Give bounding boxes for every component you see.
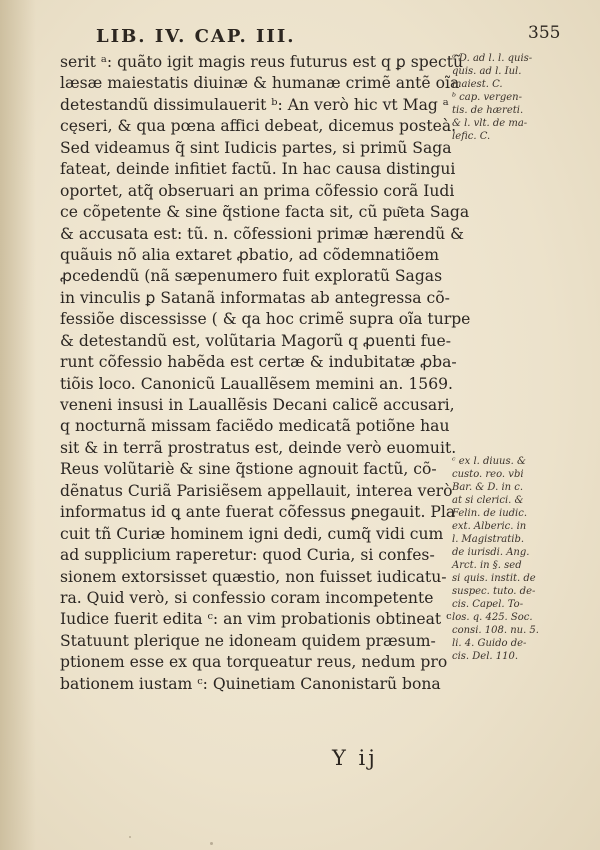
margin-note-line: maiest. C. [452,79,503,90]
text-line: informatus id ꝗ ante fuerat cõfessus ꝑnegauit. Pla [60,503,456,522]
text-line: sit & in terrã prostratus est, deinde verò euomuit. [60,438,457,457]
text-line: detestandũ dissimulauerit ᵇ: An verò hic vt Mag ᵃ [60,95,449,114]
paper-speck [210,842,213,845]
text-line: Reus volũtariè & sine q̃stione agnouit factũ, cõ- [60,460,437,479]
text-line: læsæ maiestatis diuinæ & humanæ crimẽ antẽ oĩa [60,74,460,93]
margin-note-line: ext. Alberic. in [452,521,527,532]
text-line: Statuunt plerique ne idoneam quidem præsum- [60,631,436,650]
text-line: ptionem esse ex qua torqueatur reus, nedum pro [60,653,448,672]
margin-note-line: at si clerici. & [452,495,524,506]
margin-note-line: l. Magistratib. [452,534,525,545]
margin-note-line: & l. vlt. de ma- [452,118,528,129]
text-line: serit ᵃ: quãto igit magis reus futurus est q ꝑ spectũ [60,53,464,71]
margin-note-line: consi. 108. nu. 5. [452,625,539,636]
margin-note-line: si quis. instit. de [452,573,536,584]
margin-note-line: Felin. de iudic. [452,508,528,519]
text-line: Sed videamus q̃ sint Iudicis partes, si primũ Saga [60,138,452,157]
text-line: sionem extorsisset quæstio, non fuisset iudicatu- [60,567,447,586]
margin-note-line: ᶜ ex l. diuus. & [452,456,526,467]
page-number: 355 [528,23,561,43]
margin-note-line: cis. Del. 110. [452,651,519,662]
text-line: & accusata est: tũ. n. cõfessioni primæ hærendũ & [60,224,464,243]
text-line: Iudice fuerit edita ᶜ: an vim probationis obtineat ᶜ [60,610,452,629]
margin-note-line: ᵇ cap. vergen- [452,92,522,103]
signature-mark: Y ij [332,746,378,770]
text-line: ce cõpetente & sine q̃stione facta sit, cũ pu͂eta Saga [60,203,470,222]
text-line: veneni insusi in Lauallẽsis Decani calicẽ accusari, [60,396,455,414]
text-line: runt cõfessio habẽda est certæ & indubitatæ ꝓba- [60,353,457,372]
margin-note-line: los. q. 425. Soc. [452,612,533,623]
margin-note-line: de iurisdi. Ang. [452,547,530,558]
main-text-block [60,52,471,695]
text-line: cęseri, & qua pœna affici debeat, dicemus posteà. [60,117,457,136]
margin-note-line: tis. de hæreti. [452,105,524,116]
text-line: fateat, deinde infitiet factũ. In hac causa distingui [60,160,456,179]
text-line: ad supplicium raperetur: quod Curia, si confes- [60,546,435,565]
margin-note-line: cis. Capel. To- [452,599,524,610]
text-line: ra. Quid verò, si confessio coram incompetente [60,588,434,607]
margin-note-line: Bar. & D. in c. [452,482,524,493]
margin-notes-top [452,52,562,143]
text-line: & detestandũ est, volũtaria Magorũ q ꝓuenti fue- [60,331,451,350]
running-title: LIB. IV. CAP. III. [96,26,296,47]
text-line: cuit tñ Curiæ hominem igni dedi, cumq̃ vidi cum [60,524,444,543]
text-line: ꝓcedendũ (nã sæpenumero fuit exploratũ Sagas [60,267,443,286]
text-line: bationem iustam ᶜ: Quinetiam Canonistarũ bona [60,674,441,693]
margin-notes-bottom [452,455,562,663]
text-line: fessiõe discessisse ( & qa hoc crimẽ supra oĩa turpe [60,310,471,329]
page-gutter-shadow [0,0,36,850]
margin-note-line: li. 4. Guido de- [452,638,527,649]
margin-note-line: custo. reo. vbi [452,469,524,480]
text-line: quãuis nõ alia extaret ꝓbatio, ad cõdemnatiõem [60,245,439,264]
margin-note-line: ᵃ D. ad l. l. quis- [452,53,533,64]
text-line: dẽnatus Curiã Parisiẽsem appellauit, interea verò [60,481,453,500]
text-line: q nocturnã missam faciẽdo medicatã potiõne hau [60,417,450,436]
margin-note-line: suspec. tuto. de- [452,586,536,597]
text-line: in vinculis ꝑ Satanã informatas ab antegressa cõ- [60,288,450,307]
text-line: tiõis loco. Canonicũ Lauallẽsem memini an. 1569. [60,374,453,393]
margin-note-line: lefic. C. [452,131,491,142]
text-line: oportet, atq̃ obseruari an prima cõfessio corã Iudi [60,181,455,200]
margin-note-line: Arct. in §. sed [452,560,522,571]
margin-note-line: quis. ad l. Iul. [452,66,522,77]
paper-speck [129,836,131,838]
